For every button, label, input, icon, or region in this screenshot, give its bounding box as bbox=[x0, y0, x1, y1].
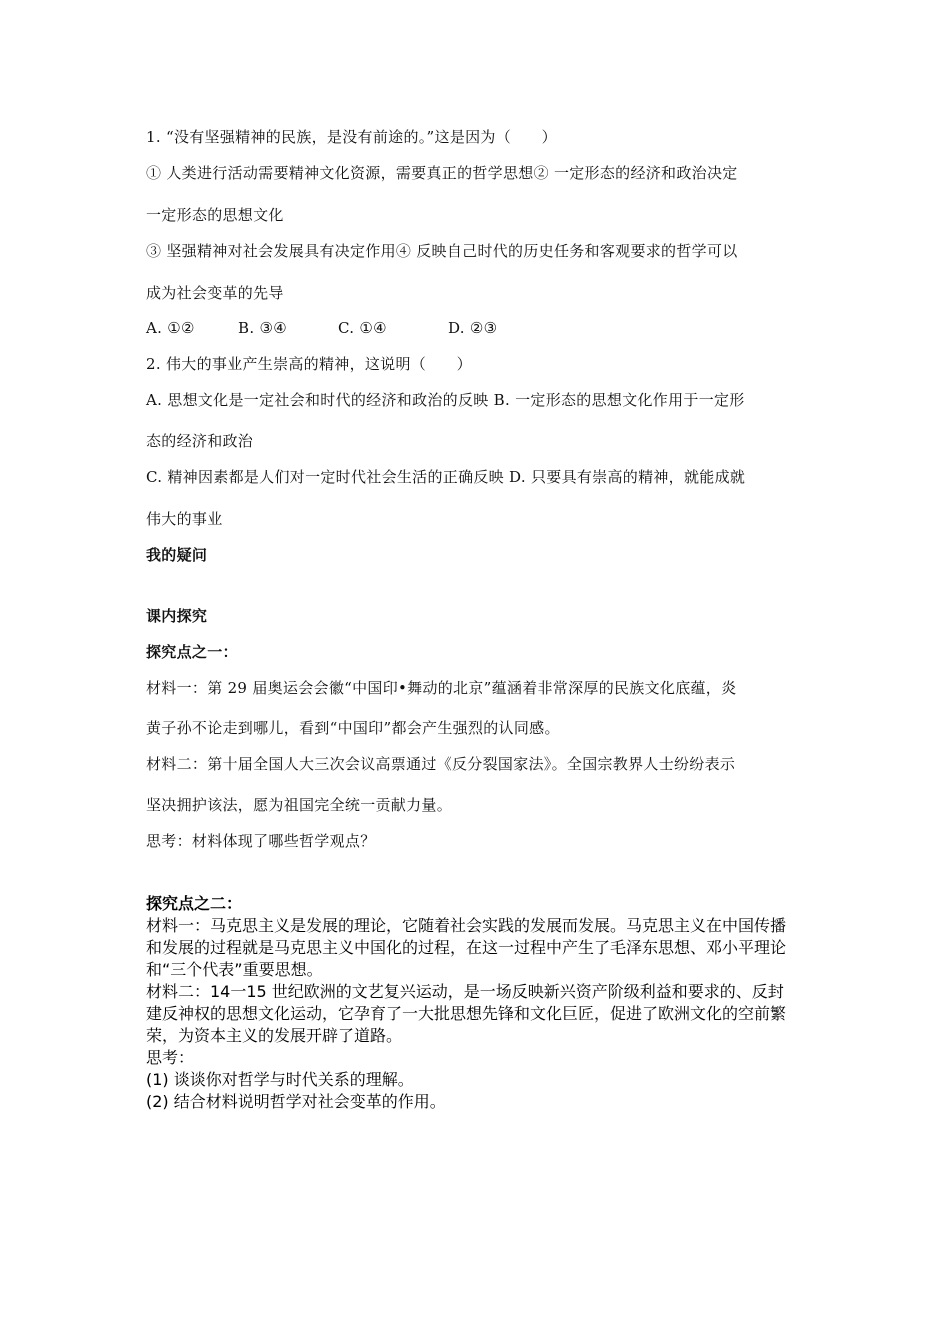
question-1-stem: 1. “没有坚强精神的民族，是没有前途的。”这是因为（ ） bbox=[146, 128, 557, 146]
question-2-text-line: A. 思想文化是一定社会和时代的经济和政治的反映 B. 一定形态的思想文化作用于一定形 bbox=[146, 391, 745, 409]
option-b: B. ③④ bbox=[238, 319, 287, 337]
point-2-material-line: 建反神权的思想文化运动，它孕育了一大批思想先锋和文化巨匠，促进了欧洲文化的空前繁 bbox=[146, 1004, 787, 1023]
option-d: D. ②③ bbox=[448, 319, 498, 337]
point-2-material-line: 和“三个代表”重要思想。 bbox=[146, 960, 323, 979]
inquiry-point-2-block bbox=[146, 893, 826, 1113]
point-1-material-line: 黄子孙不论走到哪儿，看到“中国印”都会产生强烈的认同感。 bbox=[146, 719, 560, 737]
question-2-text-line: 伟大的事业 bbox=[146, 510, 223, 528]
point-1-material-line: 坚决拥护该法，愿为祖国完全统一贡献力量。 bbox=[146, 796, 453, 814]
question-1-text-line: ③ 坚强精神对社会发展具有决定作用④ 反映自己时代的历史任务和客观要求的哲学可以 bbox=[146, 242, 738, 260]
question-2-stem: 2. 伟大的事业产生崇高的精神，这说明（ ） bbox=[146, 355, 472, 373]
point-1-material-line: 材料一：第 29 届奥运会会徽“中国印•舞动的北京”蕴涵着非常深厚的民族文化底蕴，炎 bbox=[146, 679, 737, 697]
point-2-material-line: 和发展的过程就是马克思主义中国化的过程，在这一过程中产生了毛泽东思想、邓小平理论 bbox=[146, 938, 787, 957]
point-2-material-line: 荣，为资本主义的发展开辟了道路。 bbox=[146, 1026, 403, 1045]
point-2-question-2: (2) 结合材料说明哲学对社会变革的作用。 bbox=[146, 1092, 446, 1111]
question-1-text-line: 成为社会变革的先导 bbox=[146, 284, 284, 302]
point-1-think: 思考：材料体现了哪些哲学观点？ bbox=[146, 832, 376, 850]
question-1-text-line: 一定形态的思想文化 bbox=[146, 206, 284, 224]
question-2-text-line: 态的经济和政治 bbox=[146, 432, 254, 450]
question-1-text-line: ① 人类进行活动需要精神文化资源，需要真正的哲学思想② 一定形态的经济和政治决定 bbox=[146, 164, 738, 182]
question-1-options bbox=[146, 318, 497, 338]
question-2-text-line: C. 精神因素都是人们对一定时代社会生活的正确反映 D. 只要具有崇高的精神，就能成就 bbox=[146, 468, 746, 486]
point-2-think: 思考： bbox=[146, 1048, 195, 1067]
inquiry-point-2-heading: 探究点之二： bbox=[146, 894, 243, 913]
point-2-material-line: 材料一：马克思主义是发展的理论，它随着社会实践的发展而发展。马克思主义在中国传播 bbox=[146, 916, 787, 935]
option-a: A. ①② bbox=[146, 319, 195, 337]
point-2-material-line: 材料二：14一15 世纪欧洲的文艺复兴运动，是一场反映新兴资产阶级利益和要求的、反封 bbox=[146, 982, 784, 1001]
option-c: C. ①④ bbox=[338, 319, 387, 337]
my-question-heading: 我的疑问 bbox=[146, 546, 208, 564]
point-1-material-line: 材料二：第十届全国人大三次会议高票通过《反分裂国家法》。全国宗教界人士纷纷表示 bbox=[146, 755, 736, 773]
inquiry-point-1-heading: 探究点之一： bbox=[146, 643, 238, 661]
point-2-question-1: (1) 谈谈你对哲学与时代关系的理解。 bbox=[146, 1070, 414, 1089]
inquiry-heading: 课内探究 bbox=[146, 607, 208, 625]
